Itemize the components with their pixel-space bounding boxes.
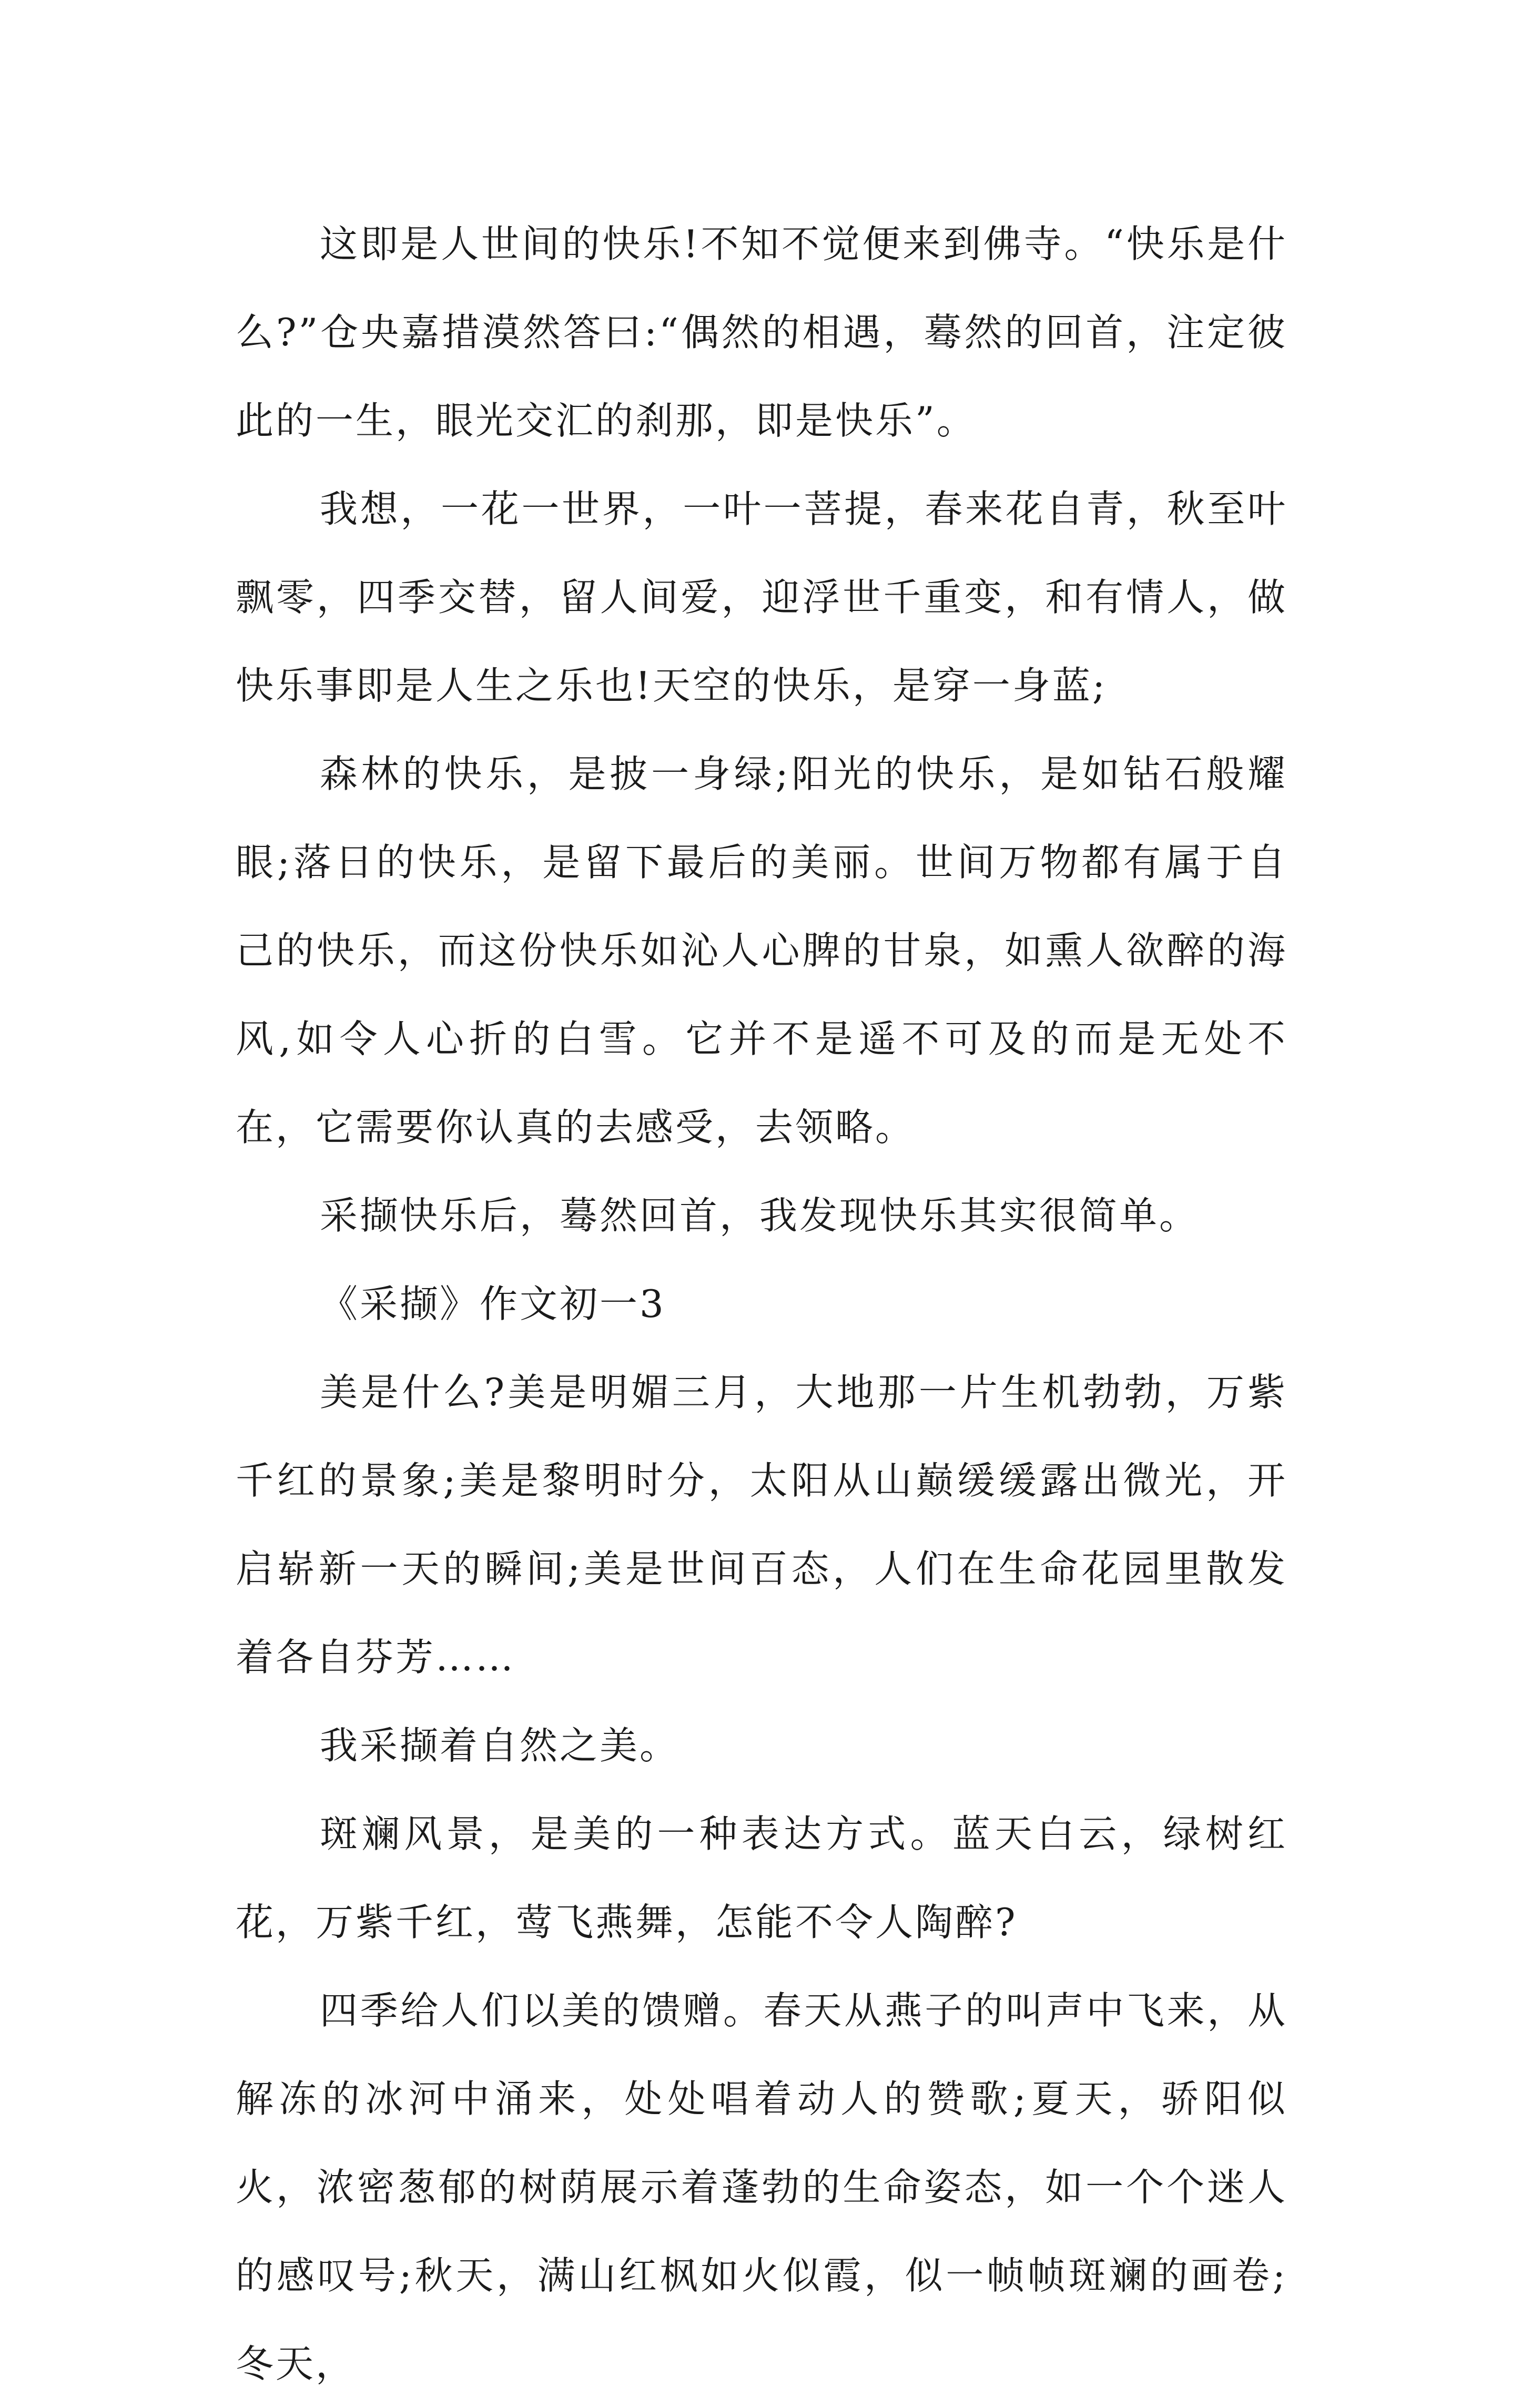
- paragraph-5: 美是什么?美是明媚三月，大地那一片生机勃勃，万紫千红的景象;美是黎明时分，太阳从山巅缓缓露出微光，开启崭新一天的瞬间;美是世间百态，人们在生命花园里散发着各自芬芳……: [236, 1370, 1287, 1679]
- paragraph-3: 森林的快乐，是披一身绿;阳光的快乐，是如钻石般耀眼;落日的快乐，是留下最后的美丽。世间万物都有属于自己的快乐，而这份快乐如沁人心脾的甘泉，如熏人欲醉的海风,如令人心折的白雪。它并不是遥不可及的而是无处不在，它需要你认真的去感受，去领略。: [236, 752, 1287, 1149]
- paragraph-6: 我采撷着自然之美。: [320, 1723, 680, 1768]
- paragraph-4: 采撷快乐后，蓦然回首，我发现快乐其实很简单。: [320, 1193, 1200, 1238]
- paragraph-2: 我想，一花一世界，一叶一菩提，春来花自青，秋至叶飘零，四季交替，留人间爱，迎浮世千重变，和有情人，做快乐事即是人生之乐也!天空的快乐，是穿一身蓝;: [236, 487, 1287, 708]
- paragraph-8: 四季给人们以美的馈赠。春天从燕子的叫声中飞来，从解冻的冰河中涌来，处处唱着动人的赞歌;夏天，骄阳似火，浓密葱郁的树荫展示着蓬勃的生命姿态，如一个个迷人的感叹号;秋天，满山红枫如火似霞，似一帧帧斑斓的画卷;冬天，: [236, 1988, 1287, 2386]
- document-page: [236, 200, 1287, 2408]
- paragraph-7: 斑斓风景，是美的一种表达方式。蓝天白云，绿树红花，万紫千红，莺飞燕舞，怎能不令人陶醉?: [236, 1812, 1287, 1944]
- section-heading: 《采撷》作文初一3: [320, 1282, 666, 1326]
- paragraph-1: 这即是人世间的快乐!不知不觉便来到佛寺。“快乐是什么?”仓央嘉措漠然答曰:“偶然的相遇，蓦然的回首，注定彼此的一生，眼光交汇的刹那，即是快乐”。: [236, 222, 1287, 443]
